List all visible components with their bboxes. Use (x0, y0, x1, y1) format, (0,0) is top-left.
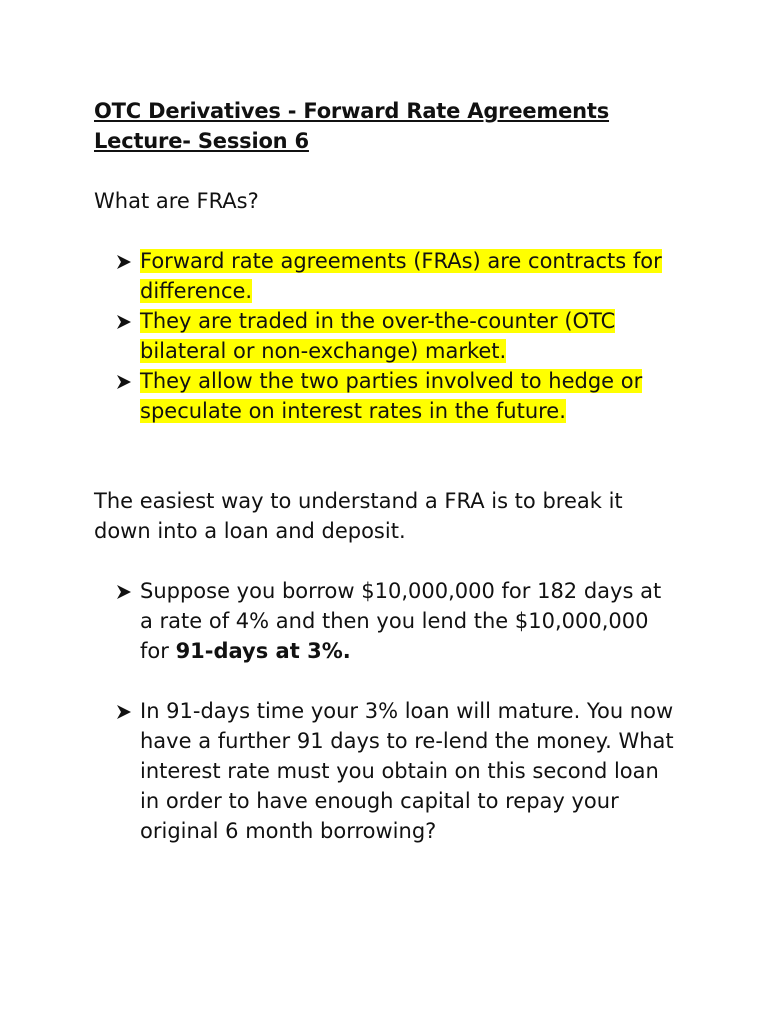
point-text: In 91-days time your 3% loan will mature. You now have a further 91 days to re-lend the money. What interest rate must you obtain on this second loan in order to have enough capital to repay your original 6 month borrowing? (140, 699, 674, 843)
point-text: Suppose you borrow $10,000,000 for 182 days at a rate of 4% and then you lend the $10,000,000 for (140, 579, 662, 663)
arrowhead-bullet-icon (116, 696, 138, 726)
intro-paragraph: The easiest way to understand a FRA is to break it down into a loan and deposit. (94, 489, 623, 543)
document-title: OTC Derivatives - Forward Rate Agreements Lecture- Session 6 (94, 99, 610, 153)
point-bold-text: 91-days at 3%. (175, 639, 351, 663)
list-item (116, 246, 678, 306)
arrowhead-bullet-icon (116, 576, 138, 606)
arrowhead-bullet-icon (116, 306, 138, 336)
section-question: What are FRAs? (94, 189, 259, 213)
highlighted-text: They are traded in the over-the-counter (OTC bilateral or non-exchange) market. (140, 309, 616, 363)
list-item (116, 306, 678, 366)
arrowhead-bullet-icon (116, 246, 138, 276)
highlighted-bullet-list (94, 246, 678, 426)
example-bullet-list (94, 576, 678, 846)
highlighted-text: Forward rate agreements (FRAs) are contracts for difference. (140, 249, 662, 303)
list-item (116, 576, 678, 666)
arrowhead-bullet-icon (116, 366, 138, 396)
list-item (116, 366, 678, 426)
highlighted-text: They allow the two parties involved to hedge or speculate on interest rates in the future. (140, 369, 643, 423)
list-item (116, 696, 678, 846)
